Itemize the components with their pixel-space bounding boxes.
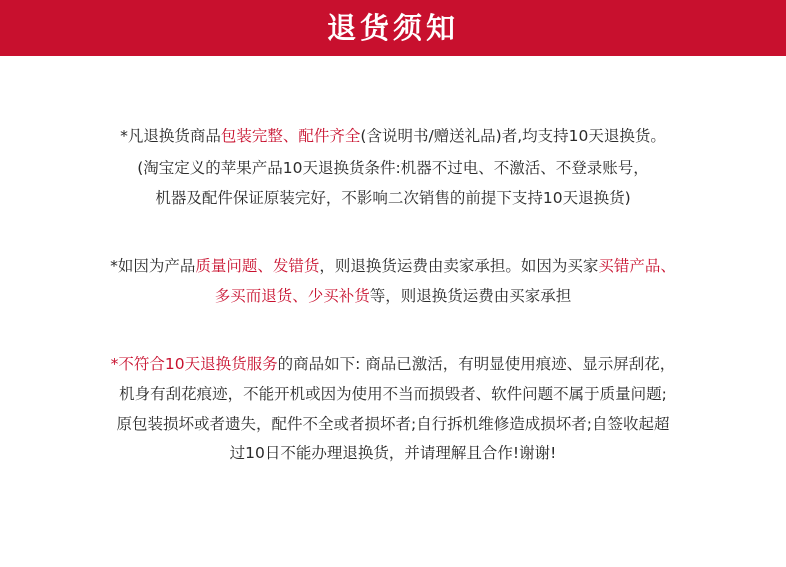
return-policy-content (0, 56, 786, 567)
policy-line: (淘宝定义的苹果产品10天退换货条件:机器不过电、不激活、不登录账号， (137, 159, 649, 177)
policy-line: 机器及配件保证原装完好，不影响二次销售的前提下支持10天退换货) (155, 189, 631, 207)
page-title: 退货须知 (326, 10, 459, 45)
highlight-text: 包装完整、配件齐全 (220, 127, 361, 145)
policy-text: *凡退换货商品 (120, 127, 221, 145)
policy-text: 的商品如下: 商品已激活，有明显使用痕迹、显示屏刮花， (277, 355, 676, 373)
policy-line (0, 252, 786, 280)
policy-text: ，则退换货运费由卖家承担。如因为买家 (319, 257, 599, 275)
policy-line: 机身有刮花痕迹，不能开机或因为使用不当而损毁者、软件问题不属于质量问题; (119, 385, 667, 403)
highlight-text: 买错产品、 (598, 257, 676, 275)
highlight-text: *不符合10天退换货服务 (110, 355, 278, 373)
policy-line (0, 350, 786, 378)
policy-line: 过10日不能办理退换货，并请理解且合作!谢谢! (229, 444, 557, 462)
highlight-text: 多买而退货、少买补货 (214, 287, 370, 305)
policy-line (0, 122, 786, 150)
policy-text: *如因为产品 (110, 257, 196, 275)
highlight-text: 质量问题、发错货 (195, 257, 320, 275)
header-banner (0, 0, 786, 56)
policy-text: 等，则退换货运费由买家承担 (369, 287, 572, 305)
policy-line (0, 282, 786, 310)
policy-line: 原包装损坏或者遗失，配件不全或者损坏者;自行拆机维修造成损坏者;自签收起超 (116, 415, 670, 433)
policy-text: (含说明书/赠送礼品)者,均支持10天退换货。 (360, 127, 666, 145)
